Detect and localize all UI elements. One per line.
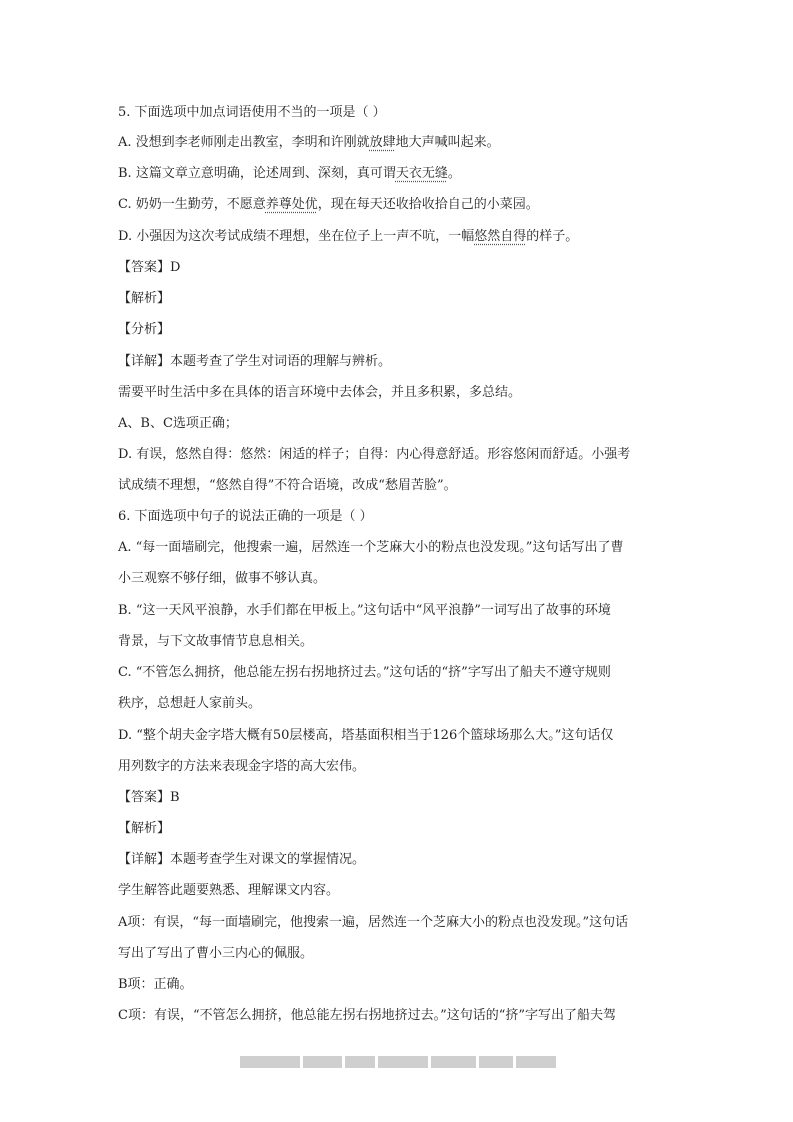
- q6-jiexi: 【解析】: [118, 821, 171, 836]
- blurred-footer-watermark: [240, 1055, 556, 1069]
- q5-option-c: [118, 195, 539, 215]
- q6-detail-2: 学生解答此题要熟悉、理解课文内容。: [118, 883, 340, 898]
- q6-question: 6. 下面选项中句子的说法正确的一项是（ ）: [118, 509, 373, 524]
- q5-option-a-text-end: 地大声喊叫起来。: [395, 135, 500, 150]
- q6-option-c-line-1: C. “不管怎么拥挤，他总能左拐右拐地挤过去。”这句话的“挤”字写出了船夫不遵守规则: [118, 665, 611, 680]
- q5-detail-2: 需要平时生活中多在具体的语言环境中去体会，并且多积累，多总结。: [118, 385, 522, 400]
- q6-option-b-line-2: 背景，与下文故事情节息息相关。: [118, 634, 314, 649]
- q6-option-a-line-2: 小三观察不够仔细，做事不够认真。: [118, 571, 327, 586]
- q5-detail-5: 试成绩不理想，“悠然自得”不符合语境，改成“愁眉苦脸”。: [118, 478, 457, 493]
- q5-option-b-dotted-word: 天衣无缝: [395, 166, 448, 181]
- q6-detail-6: C项：有误，“不管怎么拥挤，他总能左拐右拐地挤过去。”这句话的“挤”字写出了船夫驾: [118, 1008, 617, 1023]
- q5-detail-3: A、B、C选项正确；: [118, 416, 238, 431]
- q5-option-b: [118, 164, 461, 184]
- q5-option-b-text: B. 这篇文章立意明确，论述周到、深刻，真可谓: [118, 166, 396, 181]
- q5-option-a-dotted-word: 放肆: [369, 135, 396, 150]
- q6-option-b-line-1: B. “这一天风平浪静，水手们都在甲板上。”这句话中“风平浪静”一词写出了故事的环境: [118, 603, 611, 618]
- q5-option-c-dotted-word: 养尊处优: [265, 197, 318, 212]
- q5-option-a: [118, 133, 500, 153]
- q6-detail-1: 【详解】本题考查学生对课文的掌握情况。: [118, 852, 366, 867]
- q5-option-d-dotted-word: 悠然自得: [474, 229, 527, 244]
- q5-answer: 【答案】D: [118, 260, 181, 275]
- q6-detail-5: B项：正确。: [118, 977, 193, 992]
- q6-option-d-line-1: D. “整个胡夫金字塔大概有50层楼高，塔基面积相当于126个篮球场那么大。”这句话仅: [118, 728, 614, 743]
- q5-option-c-text: C. 奶奶一生勤劳，不愿意: [118, 197, 266, 212]
- q6-answer: 【答案】B: [118, 790, 180, 805]
- q5-option-b-text-end: 。: [447, 166, 461, 181]
- q5-jiexi: 【解析】: [118, 291, 171, 306]
- q6-detail-4: 写出了写出了曹小三内心的佩服。: [118, 946, 314, 961]
- q5-fenxi: 【分析】: [118, 322, 171, 337]
- q5-option-d: [118, 227, 578, 247]
- q5-option-c-text-end: ，现在每天还收拾收拾自己的小菜园。: [317, 197, 539, 212]
- q6-detail-3: A项：有误，“每一面墙刷完，他搜索一遍，居然连一个芝麻大小的粉点也没发现。”这句话: [118, 915, 629, 930]
- q6-option-c-line-2: 秩序，总想赶人家前头。: [118, 696, 262, 711]
- q5-option-a-text: A. 没想到李老师刚走出教室，李明和许刚就: [118, 135, 370, 150]
- q5-detail-1: 【详解】本题考查了学生对词语的理解与辨析。: [118, 354, 392, 369]
- q5-detail-4: D. 有误，悠然自得：悠然：闲适的样子；自得：内心得意舒适。形容悠闲而舒适。小强考: [118, 447, 631, 462]
- q5-option-d-text-end: 的样子。: [526, 229, 579, 244]
- q5-question: 5. 下面选项中加点词语使用不当的一项是（ ）: [118, 105, 386, 120]
- q5-option-d-text: D. 小强因为这次考试成绩不理想，坐在位子上一声不吭，一幅: [118, 229, 475, 244]
- q6-option-a-line-1: A. “每一面墙刷完，他搜索一遍，居然连一个芝麻大小的粉点也没发现。”这句话写出了曹: [118, 540, 624, 555]
- q6-option-d-line-2: 用列数字的方法来表现金字塔的高大宏伟。: [118, 759, 366, 774]
